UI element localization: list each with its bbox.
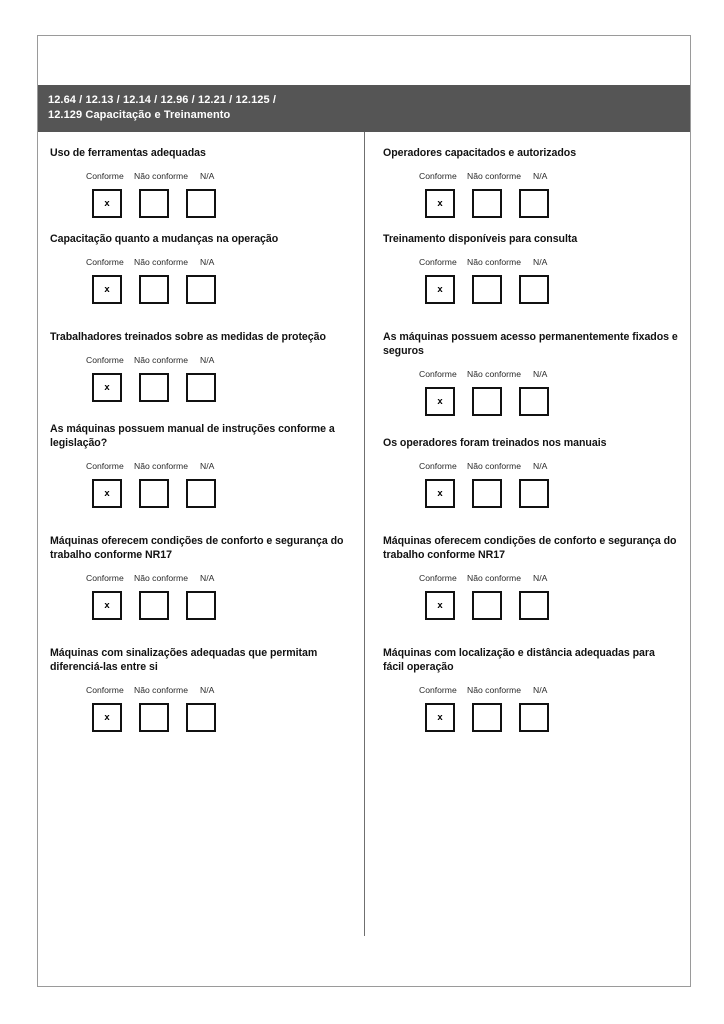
question-label: As máquinas possuem manual de instruções conforme a legislação? xyxy=(50,423,335,449)
checkbox-conforme[interactable]: x xyxy=(92,703,122,732)
section-header-band xyxy=(38,85,690,132)
question-label: Uso de ferramentas adequadas xyxy=(50,147,206,159)
checklist-item xyxy=(48,232,352,304)
checkbox-nao-conforme[interactable] xyxy=(139,479,169,508)
option-label-nao-conforme: Não conforme xyxy=(467,461,521,471)
question-label: Trabalhadores treinados sobre as medidas de proteção xyxy=(50,331,326,343)
checkbox-nao-conforme[interactable] xyxy=(472,703,502,732)
checklist-item xyxy=(48,646,352,732)
option-label-nao-conforme: Não conforme xyxy=(467,257,521,267)
checklist-item xyxy=(48,330,352,402)
checkbox-conforme[interactable]: x xyxy=(92,591,122,620)
option-label-conforme: Conforme xyxy=(419,573,457,583)
option-labels xyxy=(419,685,678,696)
option-label-conforme: Conforme xyxy=(419,461,457,471)
option-labels xyxy=(419,171,678,182)
option-labels xyxy=(419,573,678,584)
checkbox-nao-conforme[interactable] xyxy=(472,189,502,218)
checkbox-na[interactable] xyxy=(186,479,216,508)
checklist-column-right xyxy=(364,132,690,936)
checkbox-na[interactable] xyxy=(519,703,549,732)
option-label-na: N/A xyxy=(200,573,215,583)
checkbox-nao-conforme[interactable] xyxy=(139,189,169,218)
option-label-na: N/A xyxy=(533,257,548,267)
option-labels xyxy=(86,573,352,584)
checkbox-conforme[interactable]: x xyxy=(425,189,455,218)
checkbox-nao-conforme[interactable] xyxy=(139,275,169,304)
checkbox-row xyxy=(92,479,352,508)
question-label: Operadores capacitados e autorizados xyxy=(383,147,577,159)
question-label: Treinamento disponíveis para consulta xyxy=(383,233,578,245)
checkbox-conforme[interactable]: x xyxy=(92,479,122,508)
option-label-conforme: Conforme xyxy=(419,257,457,267)
checklist-columns xyxy=(38,132,690,936)
option-label-na: N/A xyxy=(200,171,215,181)
checklist-item xyxy=(48,146,352,218)
option-group xyxy=(48,461,352,508)
checkbox-conforme[interactable]: x xyxy=(425,591,455,620)
option-label-conforme: Conforme xyxy=(86,573,124,583)
checkbox-na[interactable] xyxy=(519,591,549,620)
checklist-item xyxy=(381,436,678,508)
option-label-na: N/A xyxy=(200,355,215,365)
option-label-na: N/A xyxy=(200,685,215,695)
checkbox-na[interactable] xyxy=(186,275,216,304)
checklist-item xyxy=(381,330,678,416)
option-group xyxy=(48,355,352,402)
option-label-conforme: Conforme xyxy=(419,171,457,181)
checkbox-na[interactable] xyxy=(186,591,216,620)
checklist-item xyxy=(48,422,352,508)
checkbox-row xyxy=(92,373,352,402)
option-label-na: N/A xyxy=(200,461,215,471)
checkbox-conforme[interactable]: x xyxy=(92,373,122,402)
checkbox-row xyxy=(92,703,352,732)
option-group xyxy=(381,685,678,732)
checklist-column-left xyxy=(38,132,364,936)
option-labels xyxy=(86,461,352,472)
option-label-nao-conforme: Não conforme xyxy=(134,257,188,267)
section-header-line-2: 12.129 Capacitação e Treinamento xyxy=(48,109,231,121)
checkbox-row xyxy=(425,275,678,304)
checkbox-nao-conforme[interactable] xyxy=(139,591,169,620)
checkbox-na[interactable] xyxy=(519,189,549,218)
option-label-na: N/A xyxy=(533,369,548,379)
checkbox-row xyxy=(425,703,678,732)
option-label-nao-conforme: Não conforme xyxy=(467,685,521,695)
checkbox-row xyxy=(92,591,352,620)
option-label-conforme: Conforme xyxy=(419,685,457,695)
sheet-top-blank-area xyxy=(38,36,690,85)
option-group xyxy=(48,685,352,732)
question-label: Capacitação quanto a mudanças na operação xyxy=(50,233,279,245)
question-label: Máquinas oferecem condições de conforto e segurança do trabalho conforme NR17 xyxy=(383,535,677,561)
checkbox-conforme[interactable]: x xyxy=(425,275,455,304)
option-label-na: N/A xyxy=(533,461,548,471)
checklist-item xyxy=(48,534,352,620)
option-label-conforme: Conforme xyxy=(86,171,124,181)
option-label-nao-conforme: Não conforme xyxy=(134,355,188,365)
checkbox-nao-conforme[interactable] xyxy=(472,387,502,416)
question-label: Os operadores foram treinados nos manuais xyxy=(383,437,607,449)
option-label-nao-conforme: Não conforme xyxy=(134,573,188,583)
option-group xyxy=(381,171,678,218)
question-label: Máquinas com localização e distância adequadas para fácil operação xyxy=(383,647,655,673)
checkbox-na[interactable] xyxy=(186,189,216,218)
checkbox-row xyxy=(425,387,678,416)
option-group xyxy=(48,257,352,304)
checkbox-row xyxy=(425,479,678,508)
checkbox-nao-conforme[interactable] xyxy=(139,703,169,732)
option-label-nao-conforme: Não conforme xyxy=(134,171,188,181)
option-label-nao-conforme: Não conforme xyxy=(134,685,188,695)
checkbox-row xyxy=(92,189,352,218)
option-labels xyxy=(86,171,352,182)
option-label-na: N/A xyxy=(200,257,215,267)
checkbox-na[interactable] xyxy=(519,479,549,508)
option-labels xyxy=(86,355,352,366)
question-label: As máquinas possuem acesso permanentemente fixados e seguros xyxy=(383,331,678,357)
checkbox-nao-conforme[interactable] xyxy=(139,373,169,402)
checkbox-conforme[interactable]: x xyxy=(92,275,122,304)
checkbox-nao-conforme[interactable] xyxy=(472,479,502,508)
checkbox-conforme[interactable]: x xyxy=(425,479,455,508)
checklist-item xyxy=(381,146,678,218)
option-label-conforme: Conforme xyxy=(86,355,124,365)
checkbox-na[interactable] xyxy=(186,373,216,402)
question-label: Máquinas oferecem condições de conforto e segurança do trabalho conforme NR17 xyxy=(50,535,344,561)
question-label: Máquinas com sinalizações adequadas que permitam diferenciá-las entre si xyxy=(50,647,318,673)
option-group xyxy=(381,369,678,416)
section-header-line-1: 12.64 / 12.13 / 12.14 / 12.96 / 12.21 / 12.125 / xyxy=(48,94,277,106)
checklist-item xyxy=(381,232,678,304)
option-label-nao-conforme: Não conforme xyxy=(467,171,521,181)
option-labels xyxy=(86,257,352,268)
checklist-item xyxy=(381,534,678,620)
checkbox-conforme[interactable]: x xyxy=(92,189,122,218)
option-labels xyxy=(419,369,678,380)
option-label-nao-conforme: Não conforme xyxy=(134,461,188,471)
checkbox-na[interactable] xyxy=(519,275,549,304)
checkbox-row xyxy=(425,189,678,218)
document-sheet xyxy=(37,35,691,987)
option-labels xyxy=(419,257,678,268)
option-label-nao-conforme: Não conforme xyxy=(467,369,521,379)
option-label-na: N/A xyxy=(533,171,548,181)
checkbox-nao-conforme[interactable] xyxy=(472,591,502,620)
option-group xyxy=(381,461,678,508)
option-label-nao-conforme: Não conforme xyxy=(467,573,521,583)
option-group xyxy=(381,257,678,304)
option-group xyxy=(48,573,352,620)
option-label-conforme: Conforme xyxy=(86,257,124,267)
checkbox-nao-conforme[interactable] xyxy=(472,275,502,304)
checkbox-row xyxy=(92,275,352,304)
option-label-conforme: Conforme xyxy=(419,369,457,379)
checkbox-na[interactable] xyxy=(519,387,549,416)
option-label-conforme: Conforme xyxy=(86,685,124,695)
option-label-na: N/A xyxy=(533,573,548,583)
checkbox-conforme[interactable]: x xyxy=(425,387,455,416)
checkbox-conforme[interactable]: x xyxy=(425,703,455,732)
checkbox-na[interactable] xyxy=(186,703,216,732)
option-label-na: N/A xyxy=(533,685,548,695)
option-group xyxy=(381,573,678,620)
option-group xyxy=(48,171,352,218)
checkbox-row xyxy=(425,591,678,620)
checklist-item xyxy=(381,646,678,732)
option-labels xyxy=(86,685,352,696)
option-label-conforme: Conforme xyxy=(86,461,124,471)
option-labels xyxy=(419,461,678,472)
